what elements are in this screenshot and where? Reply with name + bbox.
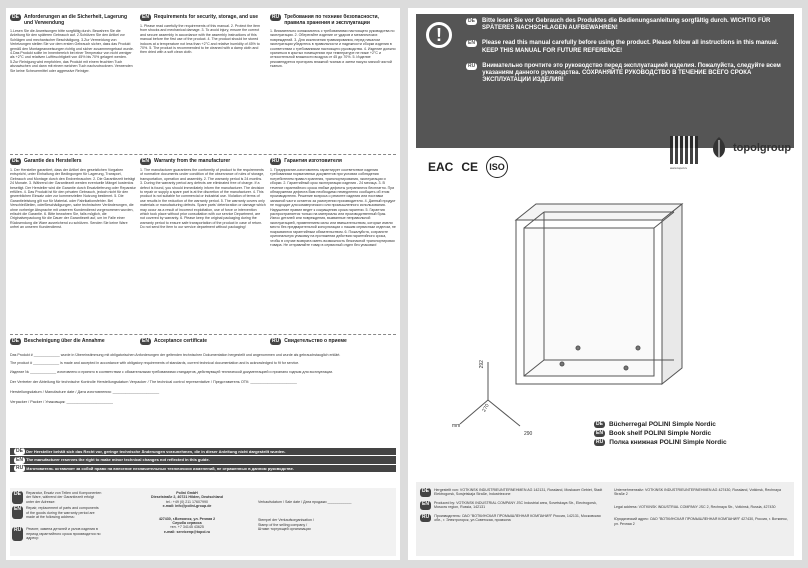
notice-ru: Изготовитель оставляет за собой право на внесение незначительных технических изменений, не отраженных в данном руководстве. bbox=[26, 465, 294, 471]
left-page bbox=[6, 8, 400, 560]
lang-tag-ru: RU bbox=[272, 338, 280, 344]
product-name-ru: Полка книжная POLINI Simple Nordic bbox=[609, 439, 727, 446]
lang-tag-de: DE bbox=[420, 488, 431, 497]
storage-text-ru: 1. Внимательно ознакомьтесь с требованиями настоящего руководства по эксплуатации. 2. Оберегайте изделие от ударов и механических повреждений. 3. Для исключения травмирования, перед началом эксплуатации убедитесь в правильности и надежности сборки изделия в соответствии с требованиями настоящего руководства. 4. Изделие должно храниться в крытых помещениях при температуре не ниже +2°С и относительной влажности воздуха от 45 до 70%. 5. Изделие рекомендуется протирать влажной тканью и затем насухо мягкой чистой тканью. bbox=[270, 29, 396, 69]
storage-en bbox=[140, 14, 266, 73]
acceptance-title-en: Acceptance certificate bbox=[153, 338, 208, 344]
banner-text-en: Please read this manual carefully before using the product. Please follow all instructions in this manual. KEEP THIS MANUAL FOR FUTURE REFERENCE! bbox=[481, 40, 779, 54]
repair-section: DE Reparatur, Ersatz von Teilen und Komponenten der Ware, während der Garantiezeit erfolgt unter der Adresse: EN Repair, replacement of parts and components of the goods during the warranty period are made at the following address: RU Ремонт, замена деталей и узлов изделия в период гарантийного срока производится по адресу: Polini GmbH Dieselstraße 2, 40721 Hilden, Deutschland tel.: +49 (0) 211 17607990 e-mail: info@polini-group.de 427430, г.Воткинск, ул. Речная 2 Служба сервиса тел. +7 34145 43625 e-mail: servicenp@topol.ru Verkaufsdatum / Sale date / Дата продажи ____________ Stempel der Verkaufsorganisation / Stamp of the selling company / Штамп торгующей организации bbox=[10, 488, 396, 556]
dim-depth: 270 bbox=[481, 402, 491, 414]
stamp-label-en: Stamp of the selling company / bbox=[258, 522, 308, 527]
storage-title-en: Requirements for security, storage, and use bbox=[153, 14, 259, 20]
read-manual-banner bbox=[416, 14, 794, 148]
sale-date-field[interactable]: Verkaufsdatum / Sale date / Дата продажи ____________ bbox=[258, 500, 352, 504]
legal-address-de: Unternehmenssitz: VOTKINSK INDUSTRIEUNTERNEHMEN AG 427430, Russland, Votkinsk, Rechnaya Straße 2 bbox=[614, 488, 781, 497]
service-tel-ru: тел. +7 34145 43625 bbox=[170, 525, 204, 530]
service-tel-de: tel.: +49 (0) 211 17607990 bbox=[166, 499, 208, 504]
warranty-de bbox=[10, 158, 136, 247]
banner-text-de: Bitte lesen Sie vor Gebrauch des Produktes die Bedienungsanleitung sorgfältig durch. WICHTIG FÜR SPÄTERES NACHSCHLAGEN AUFBEWAHREN! bbox=[481, 18, 771, 32]
acceptance-line-de: Das Produkt # _____________ wurde in Übereinstimmung mit obligatorischen Anforderungen der geltenden technischen Dokumentation hergestellt und angenommen und wurde als gebrauchstauglich erklärt. bbox=[10, 353, 341, 357]
divider bbox=[10, 334, 396, 335]
lang-tag-de: DE bbox=[12, 158, 19, 164]
acceptance-line-ru: Изделие № _____________ изготовлено и принято в соответствии с обязательными требованиями стандартов, действующей технической документацией и признано годным для эксплуатации. bbox=[10, 369, 334, 374]
storage-text-en: 1. Please read carefully the requirements of this manual. 2. Protect the item from shocks and mechanical damage. 3. To avoid injury, ensure the correct and secure assembly in accordance with the assembly instructions of this manual before the first use of the product. 4. The product should be stored indoors at a temperature not less than +2°C and relative humidity of 45% to 70%. 5. The product is recommended to be cleaned with a damp cloth and then dried with a soft clean cloth. bbox=[140, 24, 261, 55]
notice-de: Der Hersteller behält sich das Recht vor, geringe technische Änderungen vorzunehmen, die in dieser Anleitung nicht dargestellt wurden. bbox=[26, 449, 286, 454]
lang-tag-en: EN bbox=[142, 158, 149, 164]
repair-ru: Ремонт, замена деталей и узлов изделия в период гарантийного срока производится по адресу: bbox=[26, 527, 101, 541]
shelf-drawing bbox=[448, 188, 688, 428]
manufacture-date-field[interactable]: Herstellungsdatum / Manufacture date / Дата изготовления: ______________________ bbox=[10, 390, 160, 395]
service-mail-ru: e-mail: servicenp@topol.ru bbox=[163, 529, 211, 534]
manufacturer-footer bbox=[416, 482, 794, 556]
stamp-label-ru: Штамп торгующей организации bbox=[258, 527, 311, 532]
website-url: www.topol.ru bbox=[670, 166, 688, 170]
made-by-de: Hergestellt von: VOTKINSK INDUSTRIEUNTERNEHMEN AG 142131, Russland, Moskauer Gebiet, Stadt Elektrogorsk, Sowjetskaja Straße, Industriezone bbox=[433, 488, 603, 497]
lang-tag-de: DE bbox=[596, 421, 603, 427]
lang-tag-en: EN bbox=[596, 430, 603, 436]
stamp-label-de: Stempel der Verkaufsorganisation / bbox=[258, 518, 314, 523]
storage-text-de: 1.Lesen Sie die Anweisungen bitte sorgfältig durch. Bewahren Sie die Anleitung für den späteren Gebrauch auf. 2.Schützen Sie den Artikel vor Schlägen und mechanischer Beschädigung. 3.Zur Vermeidung von Verletzungen stellen Sie vor dem ersten Gebrauch sicher, dass das Produkt gemäß den Montageanweisungen richtig und sicher zusammengebaut wurde. 4.Das Produkt sollte im Innenbereich bei einer Temperatur von nicht weniger als +2°C und relativen Luftfeuchtigkeit von 45% bis 70% gelagert werden. 5.Zur Reinigung wird empfohlen, das Produkt mit einem feuchten Tuch abzuwischen und dann mit einem weichen Tuch nachzutrocknen. Verwenden Sie keine Scheuermittel oder aggressive Reiniger. bbox=[10, 29, 134, 73]
acceptance-title-ru: Свидетельство о приеме bbox=[284, 338, 347, 344]
warranty-ru bbox=[270, 158, 396, 247]
dim-unit: mm bbox=[452, 423, 461, 429]
iso-mark-icon: ISO bbox=[486, 156, 508, 178]
acceptance-section bbox=[10, 338, 396, 442]
made-by-ru: Производитель: ОАО "ВОТКИНСКАЯ ПРОМЫШЛЕННАЯ КОМПАНИЯ" Россия, 142131, Московская обл., г. Электрогорск, ул.Советская, промзона bbox=[434, 513, 601, 523]
product-name-en: Book shelf POLINI Simple Nordic bbox=[608, 430, 712, 437]
service-label-ru: Служба сервиса bbox=[172, 521, 202, 526]
warranty-title-en: Warranty from the manufacturer bbox=[153, 158, 231, 164]
lang-tag-ru: RU bbox=[272, 158, 280, 164]
lang-tag-ru: RU bbox=[468, 62, 476, 69]
brand-name: topolgroup bbox=[733, 142, 792, 154]
eac-mark-icon: EAC bbox=[428, 160, 454, 174]
storage-section bbox=[10, 14, 396, 162]
qr-code-icon bbox=[670, 136, 698, 164]
dim-height: 292 bbox=[478, 360, 485, 369]
warranty-text-de: 1. Der Hersteller garantiert, dass der Artikel den gesetzlichen Vorgaben entspricht, unter Einhaltung der Bedingungen für Lagerung, Transport, Gebrauch und Montage durch den Endverbraucher. 2. Die Garantiezeit beträgt 24 Monate. 3. Während der Garantiezeit werden eventuelle Mängel kostenlos beseitigt. Der Hersteller wird die Garantie durch Ersatzlieferung oder Reparatur erfüllen. 4. Das Produkt ist für den privaten Gebrauch, jedoch nicht für den gewerblichen Einsatz oder zur kommerziellen Nutzung bestimmt. 5. Die Garantieleistung gilt nur für Material- oder Fabrikationsfehler. Bei Verschleißteilen, oderBeschädigungen, sahe technischen Veränderungen, die ohne vorherige Absprache mit unserem Kundendienst vorgenommen wurden, erlischt die Garantie. 6. Bitte bewahren Sie, falls möglich, die Originalverpackung für die Dauer der Garantiezeit auf, um im Falle einer Rücksendung die Ware ausreichend zu schützen. Senden Sie keine Ware unfrei an unseren Kundendienst. bbox=[10, 168, 136, 230]
warranty-text-en: 1. The manufacturer guarantees the conformity of product to the requirements of normative documents under condition of the observance of rules of storage, transportation, operation and assembly. 2. The warranty period is 24 months. 3. During the warranty period any defects are eliminated free of charge. If a defect is found, you should immediately inform the manufacturer. The decision to repair or supply a spare part is at the discretion of the manufacturer. 4. This product is not suitable for commercial or industrial use. Violation of terms of use results in the reduction of the warranty period. 5. The warranty covers only materials or manufacturing defects. Spare parts' deterioration or damage which may occur as a result of incorrect exploitation, use of force or intervention which took place without prior consultation with our service Department, are not covered by warranty. 6. Please keep the original packaging during the warranty period to ensure safe transportation of the product in case of return. Do not send the item to our service department without packaging! bbox=[140, 168, 266, 230]
acceptance-title-de: Bescheinigung über die Annahme bbox=[23, 338, 105, 344]
packer-field[interactable]: Verpacker / Packer / Упаковщик: ______________________ bbox=[10, 400, 113, 405]
service-company-de: Polini GmbH bbox=[176, 491, 198, 495]
repair-de: Reparatur, Ersatz von Teilen und Komponenten der Ware, während der Garantiezeit erfolgt unter der Adresse: bbox=[25, 491, 102, 504]
topol-leaf-icon bbox=[708, 136, 730, 160]
storage-title-de: Anforderungen an die Sicherheit, Lagerung und Verwendung bbox=[23, 14, 128, 26]
control-rep-field[interactable]: Der Vertreter der Abteilung für technische Kontrolle Herstellungsdatum Verpacker / The technical control representative / Представитель ОТК: ______________________ bbox=[10, 380, 297, 385]
lang-tag-ru: RU bbox=[596, 439, 604, 445]
service-address-de: Dieselstraße 2, 40721 Hilden, Deutschland bbox=[151, 495, 223, 500]
warranty-section bbox=[10, 158, 396, 334]
dim-width: 290 bbox=[524, 431, 533, 437]
service-mail-de: e-mail: info@polini-group.de bbox=[162, 504, 212, 509]
storage-title-ru: Требования по технике безопасности, правила хранения и эксплуатации bbox=[284, 14, 379, 26]
banner-text-ru: Внимательно прочтите это руководство перед эксплуатацией изделия. Пожалуйста, следуйте всем указаниям данного руководства. СОХРАНЯЙТЕ РУКОВОДСТВО В ТЕЧЕНИЕ ВСЕГО СРОКА ЭКСПЛУАТАЦИИ ИЗДЕЛИЯ! bbox=[482, 62, 781, 84]
warranty-title-de: Garantie des Herstellers bbox=[23, 158, 82, 164]
notice-bar: DE Der Hersteller behält sich das Recht vor, geringe technische Änderungen vorzunehmen, die in dieser Anleitung nicht dargestellt wurden. EN The manufacturer reserves the right to make minor technical changes not reflected in this guide. RU Изготовитель оставляет за собой право на внесение незначительных технических изменений, не отраженных в данном руководстве. bbox=[10, 448, 396, 472]
made-by-en: Produced by: VOTKINSK INDUSTRIAL COMPANY JSC Industrial area, Sovetskaya Str., Electrogorsk, Moscow region, Russia, 142131 bbox=[433, 500, 597, 510]
product-name-de: Bücherregal POLINI Simple Nordic bbox=[608, 421, 716, 428]
warranty-en bbox=[140, 158, 266, 247]
lang-tag-de: DE bbox=[468, 18, 475, 24]
lang-tag-de: DE bbox=[12, 14, 19, 20]
legal-address-en: Legal address: VOTKINSK INDUSTRIAL COMPANY JSC 2, Rechnaya Str., Votkinsk, Russia, 427430 bbox=[614, 504, 776, 509]
warranty-title-ru: Гарантия изготовителя bbox=[284, 158, 342, 164]
product-names bbox=[594, 420, 727, 447]
acceptance-line-en: The product # _____________ is made and accepted in accordance with obligatory requirements of standards, current technical documentation and is acknowledged to fit for service. bbox=[10, 361, 300, 366]
brand-logo bbox=[708, 136, 791, 160]
notice-en: The manufacturer reserves the right to make minor technical changes not reflected in this guide. bbox=[26, 457, 210, 463]
service-address-ru: 427430, г.Воткинск, ул. Речная 2 bbox=[158, 516, 216, 521]
lang-tag-en: EN bbox=[142, 338, 149, 344]
warning-icon: ! bbox=[426, 22, 452, 48]
repair-en: Repair, replacement of parts and components of the goods during the warranty period are made at the following address: bbox=[25, 506, 99, 520]
lang-tag-de: DE bbox=[12, 338, 19, 344]
storage-ru bbox=[270, 14, 396, 73]
lang-tag-en: EN bbox=[420, 501, 431, 510]
lang-tag-en: EN bbox=[142, 14, 149, 20]
warranty-text-ru: 1. Предприятие-изготовитель гарантирует соответствие изделия требованиям нормативных документов при условии соблюдения потребителем правил хранения, транспортирования, эксплуатации и сборки. 2. Гарантийный срок эксплуатации изделия - 24 месяца. 3. В течение гарантийного срока любые дефекты устраняются бесплатно. При обнаружении дефекта Вам необходимо немедленно сообщить об этом производителю. Решение вопроса о ремонте изделия или поставки запасной части остается за усмотрении производителя. 4. Данный продукт не подходит для коммерческого или промышленного использования. Нарушение правил ведет к сокращению срока гарантии. 5. Гарантия распространяется только на материалы или производственный брак. Износ деталей или повреждения, вызванные неправильной эксплуатацией, применением силы или вмешательством, которые имели место без предварительной консультации с нашим сервисным отделом, не покрываются гарантийным обязательством. 6. Пожалуйста, сохраните оригинальную упаковку на протяжении действия гарантийного срока, чтобы в случае возврата иметь возможность безопасной транспортировки товара. Не отправляйте товар в сервисный отдел без упаковки! bbox=[270, 168, 396, 247]
certification-marks bbox=[428, 156, 508, 178]
lang-tag-en: EN bbox=[468, 40, 475, 47]
ce-mark-icon: CE bbox=[461, 160, 479, 174]
lang-tag-ru: RU bbox=[272, 14, 280, 20]
legal-address-ru: Юридический адрес: ОАО "ВОТКИНСКАЯ ПРОМЫШЛЕННАЯ КОМПАНИЯ" 427430, Россия, г. Воткинск, ул. Речная 2 bbox=[614, 517, 788, 526]
right-page bbox=[408, 8, 802, 560]
storage-de bbox=[10, 14, 136, 73]
lang-tag-ru: RU bbox=[420, 514, 431, 523]
divider bbox=[10, 154, 396, 155]
